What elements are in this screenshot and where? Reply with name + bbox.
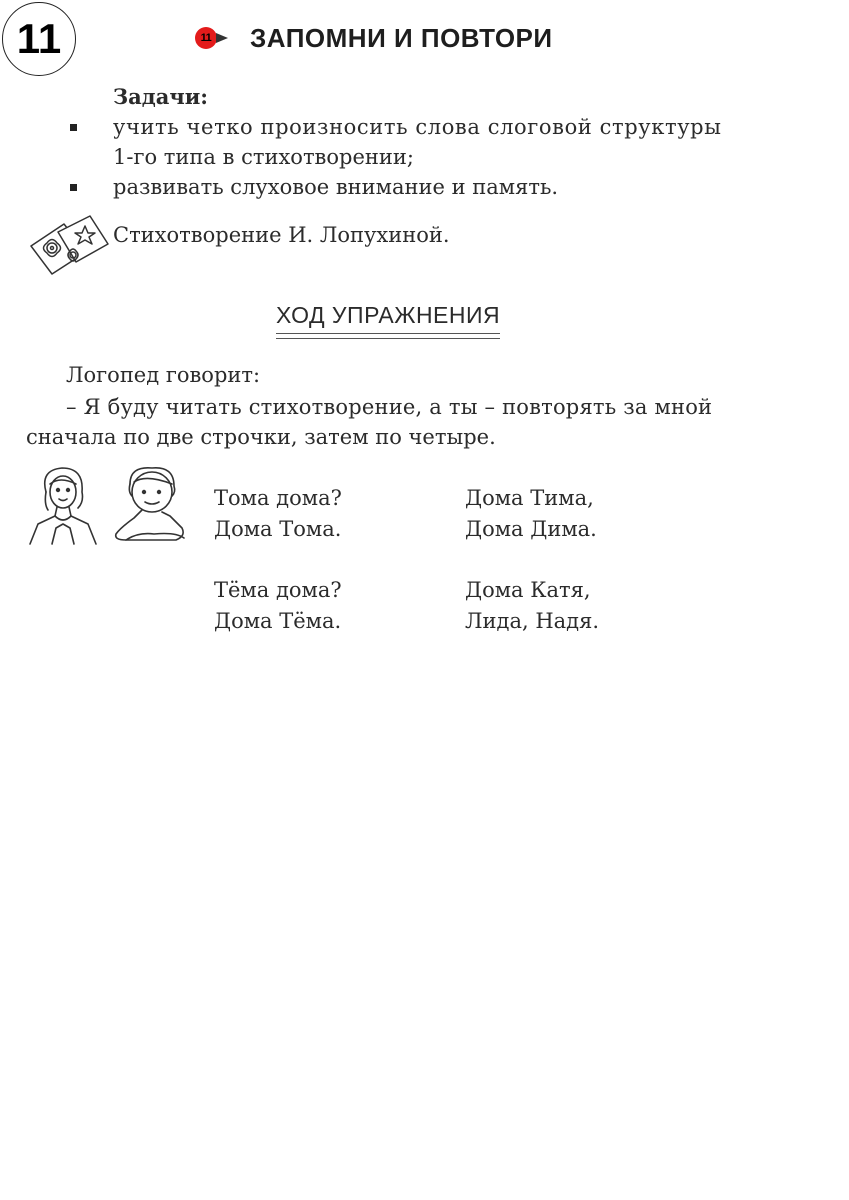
exercise-header: [195, 18, 553, 58]
exercise-number-badge: 11: [195, 27, 217, 49]
arrow-icon: [216, 33, 228, 43]
poem-stanza2-left-line1: Тёма дома?: [214, 578, 342, 602]
children-illustration-icon: [26, 462, 190, 548]
poem-stanza1-left-line1: Тома дома?: [214, 486, 342, 510]
poem-stanza1-left-line2: Дома Тома.: [214, 517, 342, 541]
poem-author: Стихотворение И. Лопухиной.: [113, 223, 450, 247]
picture-cards-icon: [28, 210, 110, 278]
poem-stanza2-left-line2: Дома Тёма.: [214, 609, 342, 633]
instructions-line2: сначала по две строчки, затем по четыре.: [26, 425, 496, 449]
exercise-title: ЗАПОМНИ И ПОВТОРИ: [250, 22, 553, 53]
task-item-1-line2: 1-го типа в стихотворении;: [113, 145, 414, 169]
poem-stanza1-right-line1: Дома Тима,: [465, 486, 594, 510]
page-number: 11: [2, 2, 76, 76]
section-title: ХОД УПРАЖНЕНИЯ: [276, 300, 500, 334]
task-item-2: развивать слуховое внимание и память.: [113, 175, 559, 199]
instructions-line1: – Я буду читать стихотворение, а ты – повторять за мной: [66, 395, 713, 419]
poem-stanza2-right-line2: Лида, Надя.: [465, 609, 600, 633]
poem-stanza2-right-line1: Дома Катя,: [465, 578, 591, 602]
tasks-heading: Задачи:: [113, 84, 209, 109]
bullet-icon: [70, 184, 77, 191]
bullet-icon: [70, 124, 77, 131]
task-item-1-line1: учить четко произносить слова слоговой структуры: [113, 115, 722, 139]
instructions-intro: Логопед говорит:: [66, 363, 261, 387]
poem-stanza1-right-line2: Дома Дима.: [465, 517, 597, 541]
